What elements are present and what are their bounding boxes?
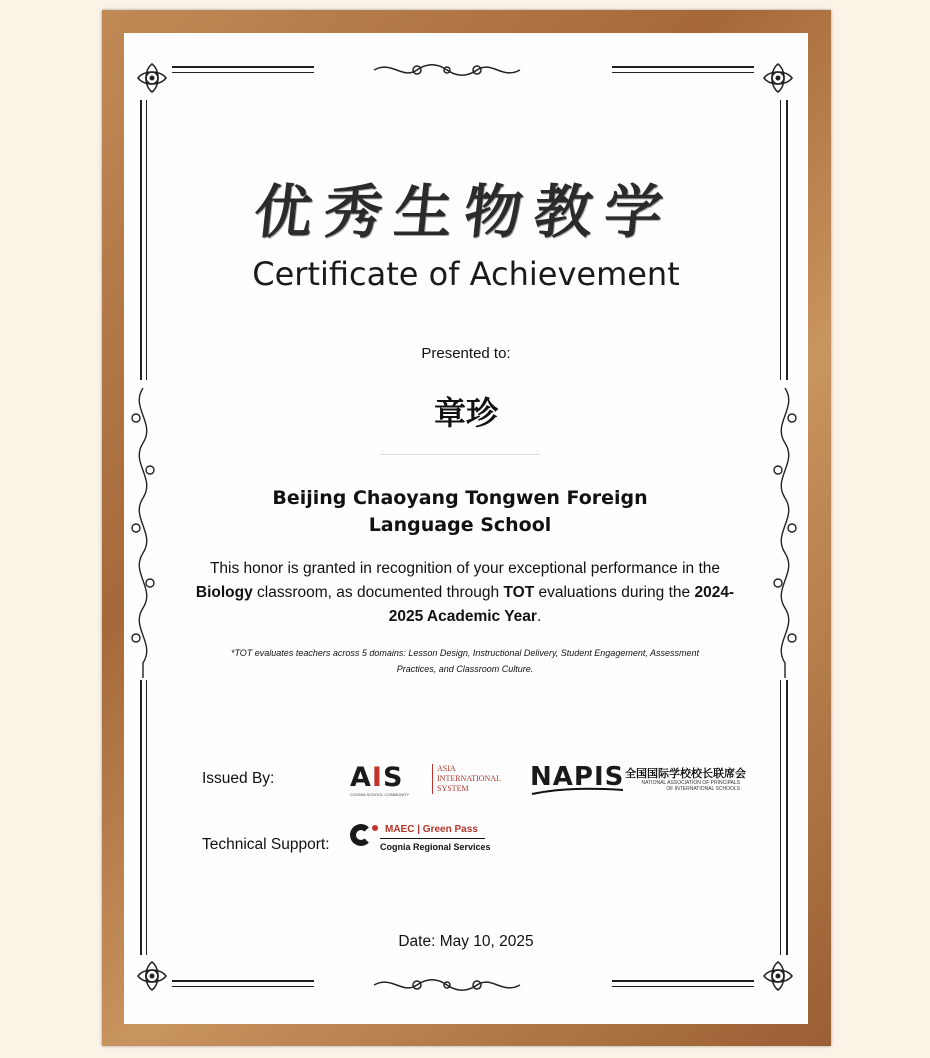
citation-part-2: classroom, as documented through <box>252 584 504 601</box>
border-top-line-left-inner <box>172 72 314 73</box>
border-left-line-upper <box>140 100 142 380</box>
border-right-line-lower-inner <box>780 680 781 955</box>
napis-english-name: NATIONAL ASSOCIATION OF PRINCIPALS OF INTERNATIONAL SCHOOLS <box>641 780 740 792</box>
citation-subject: Biology <box>195 584 253 601</box>
presented-to-label: Presented to: <box>421 345 511 362</box>
bottom-flourish-icon <box>372 973 522 997</box>
ais-logo-divider <box>432 764 433 794</box>
cognia-c-icon <box>350 824 372 846</box>
border-top-line-right-inner <box>612 72 754 73</box>
border-left-line-lower-inner <box>146 680 147 955</box>
napis-chinese-name: 全国国际学校校长联席会 <box>625 768 746 780</box>
maec-logo-title: MAEC | Green Pass <box>385 824 478 835</box>
chinese-title: 优秀生物教学 <box>250 178 679 246</box>
border-left-line-lower <box>140 680 142 955</box>
border-right-line-upper <box>786 100 788 380</box>
name-divider <box>380 454 540 455</box>
issue-date: Date: May 10, 2025 <box>398 933 534 950</box>
school-name-line-1: Beijing Chaoyang Tongwen Foreign <box>272 487 648 509</box>
ais-logo-text: ASIA INTERNATIONAL SYSTEM <box>437 764 501 793</box>
ais-logo-subtitle: COGNIA SCHOOL COMMUNITY <box>350 792 410 797</box>
border-bottom-line-right-inner <box>612 986 754 987</box>
maec-green-pass-logo <box>350 822 490 858</box>
certificate-title: Certificate of Achievement <box>252 255 680 293</box>
corner-ornament-bottom-right-icon <box>760 958 796 994</box>
top-flourish-icon <box>372 58 522 82</box>
recipient-name: 章珍 <box>433 395 498 431</box>
citation-year: 2024-2025 Academic Year <box>388 584 735 625</box>
corner-ornament-top-left-icon <box>134 60 170 96</box>
citation-tot: TOT <box>503 584 535 601</box>
technical-support-label: Technical Support: <box>202 836 330 853</box>
maec-logo-rule <box>380 838 485 839</box>
cognia-dot-icon <box>372 825 378 831</box>
citation-text <box>190 557 740 629</box>
napis-swoosh-icon <box>530 786 625 796</box>
ais-logo-mark: AIS <box>350 762 404 793</box>
ais-logo <box>350 762 515 798</box>
citation-part-3: evaluations during the <box>534 584 695 601</box>
citation-part-4: . <box>536 608 542 625</box>
border-right-line-lower <box>786 680 788 955</box>
maec-logo-subtitle: Cognia Regional Services <box>380 842 491 852</box>
corner-ornament-top-right-icon <box>760 60 796 96</box>
citation-part-1: This honor is granted in recognition of your exceptional performance in the <box>209 560 721 577</box>
border-top-line-right <box>612 66 754 68</box>
tot-footnote-line-2: Practices, and Classroom Culture. <box>396 664 534 674</box>
tot-footnote <box>190 645 740 677</box>
border-bottom-line-left <box>172 980 314 982</box>
border-left-line-upper-inner <box>146 100 147 380</box>
border-right-line-upper-inner <box>780 100 781 380</box>
tot-footnote-line-1: *TOT evaluates teachers across 5 domains: Lesson Design, Instructional Delivery, Student Engagement, Assessment <box>230 648 700 658</box>
napis-logo <box>530 762 750 798</box>
corner-ornament-bottom-left-icon <box>134 958 170 994</box>
border-bottom-line-right <box>612 980 754 982</box>
school-name <box>240 485 680 539</box>
border-bottom-line-left-inner <box>172 986 314 987</box>
napis-logo-mark: NAPIS <box>530 762 625 792</box>
border-top-line-left <box>172 66 314 68</box>
school-name-line-2: Language School <box>368 514 552 536</box>
issued-by-label: Issued By: <box>202 770 275 787</box>
